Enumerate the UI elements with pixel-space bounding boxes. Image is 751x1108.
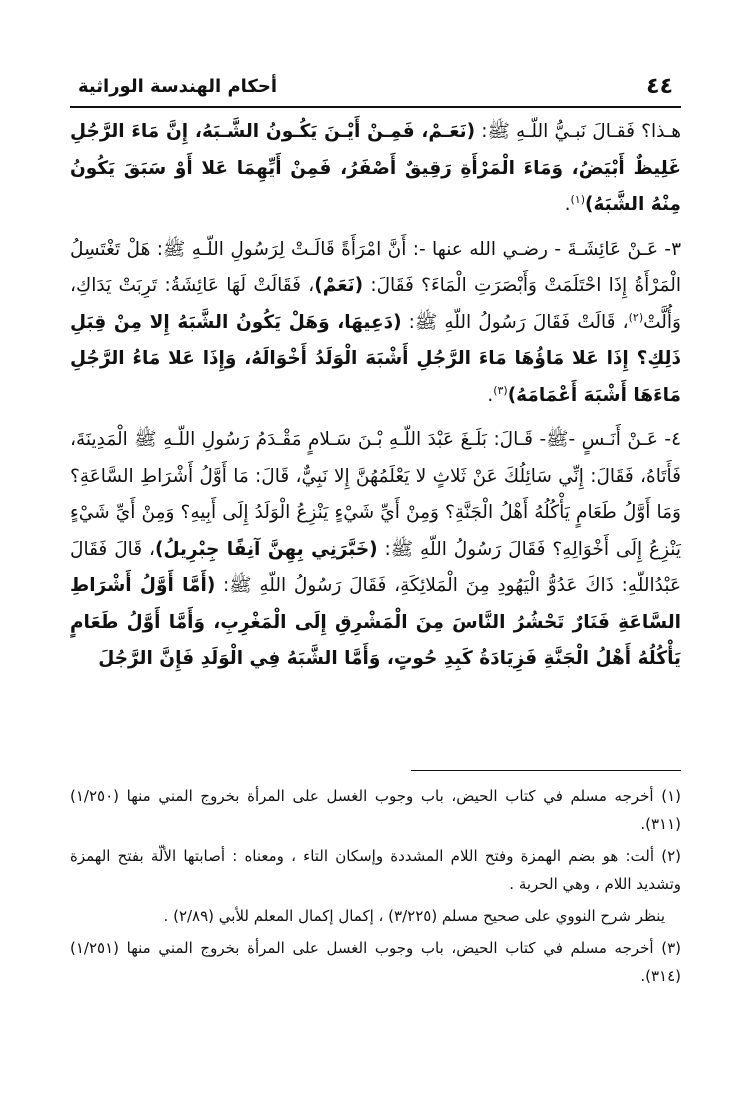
running-title: أحكام الهندسة الوراثية bbox=[78, 76, 278, 97]
hadith-quote: (نَعَمْ) bbox=[314, 275, 364, 296]
hadith-quote: (دَعِيهَا، وَهَلْ يَكُونُ الشَّبَهُ إِلا مِنْ قِبَلِ ذَلِكِ؟ إِذَا عَلا مَاؤُهَا مَاءَ الرَّجُلِ أَشْبَهَ الْوَلَدُ أَخْوَالَهُ، وَإِذَا عَلا مَاءُ الرَّجُلِ مَاءَهَا أَشْبَهَ أَعْمَامَهُ) bbox=[70, 311, 681, 406]
footnote-ref-2: (٢) bbox=[628, 310, 644, 324]
paragraph-1 bbox=[70, 114, 681, 224]
footnotes bbox=[70, 782, 681, 994]
hadith-quote: (خَبَّرَنِي بِهِنَّ آنِفًا جِبْرِيلُ) bbox=[155, 538, 378, 560]
text-run: ، فَقَالَتْ لَهَا عَائِشَةُ: تَرِبَتْ يَدَاكِ، وَأُلَّتْ bbox=[70, 275, 681, 333]
text-run: ٤- عَـنْ أَنَـسٍ -ﷺ- قَـالَ: بَلَـغَ عَبْدَ اللّـهِ بْـنَ سَـلامٍ مَقْـدَمُ رَسُولِ اللّـهِ ﷺ الْمَدِينَةَ، فَأَتَاهُ، فَقَالَ: إِنِّي سَائِلُكَ عَنْ ثَلاثٍ لا يَعْلَمُهُنَّ إِلا نَبِيٌّ، قَالَ: مَا أَوَّلُ أَشْرَاطِ السَّاعَةِ؟ وَمَا أَوَّلُ طَعَامٍ يَأْكُلُهُ أَهْلُ الْجَنَّةِ؟ وَمِنْ أَيِّ شَيْءٍ يَنْزِعُ الْوَلَدُ إِلَى أَبِيهِ؟ وَمِنْ أَيِّ شَيْءٍ يَنْزِعُ إِلَى أَخْوَالِهِ؟ فَقَالَ رَسُولُ اللّهِ ﷺ: bbox=[70, 429, 682, 560]
text-run: . bbox=[487, 384, 494, 406]
text-run: ، قَالَتْ فَقَالَ رَسُولُ اللّهِ ﷺ: bbox=[401, 311, 629, 333]
text-run: ، قَالَ فَقَالَ عَبْدُاللّهِ: ذَاكَ عَدُوُّ الْيَهُودِ مِنَ الْمَلائِكَةِ، فَقَالَ رَسُولُ اللّهِ ﷺ: bbox=[70, 538, 681, 596]
page-header bbox=[78, 74, 673, 104]
footnote-3: (٣) أخرجه مسلم في كتاب الحيض، باب وجوب الغسل على المرأة بخروج المني منها (١/٢٥١) (٣١٤). bbox=[70, 939, 681, 985]
text-run: ٣- عَـنْ عَائِشَـةَ - رضـي الله عنها -: أَنَّ امْرَأَةً قَالَـتْ لِرَسُولِ اللّـهِ ﷺ: هَلْ تَغْتَسِلُ الْمَرْأَةُ إِذَا احْتَلَمَتْ وَأَبْصَرَتِ الْمَاءَ؟ فَقَالَ: bbox=[70, 238, 681, 296]
page-number: ٤٤ bbox=[646, 74, 673, 99]
hadith-quote: (أَمَّا أَوَّلُ أَشْرَاطِ السَّاعَةِ فَنَارٌ تَحْشُرُ النَّاسَ مِنَ الْمَشْرِقِ إِلَى الْمَغْرِبِ، وَأَمَّا أَوَّلُ طَعَامٍ يَأْكُلُهُ أَهْلُ الْجَنَّةِ فَزِيَادَةُ كَبِدِ حُوتٍ، وَأَمَّا الشَّبَهُ فِي الْوَلَدِ فَإِنَّ الرَّجُلَ bbox=[70, 575, 681, 669]
footnote-2-reference: ينظر شرح النووي على صحيح مسلم (٣/٢٢٥) ، إكمال إكمال المعلم للأبي (٢/٨٩) . bbox=[163, 907, 665, 925]
hadith-quote: (نَعَـمْ، فَمِـنْ أَيْـنَ يَكُـونُ الشَّـبَهُ، إِنَّ مَاءَ الرَّجُلِ غَلِيظٌ أَبْيَضُ، وَمَاءَ الْمَرْأَةِ رَقِيقٌ أَصْفَرُ، فَمِنْ أَيِّهِمَا عَلا أَوْ سَبَقَ يَكُونُ مِنْهُ الشَّبَهُ) bbox=[70, 121, 681, 215]
header-divider bbox=[70, 106, 681, 108]
paragraph-3 bbox=[70, 422, 681, 678]
text-run: . bbox=[564, 194, 571, 215]
paragraph-2 bbox=[70, 232, 681, 415]
text-run: هـذا؟ فَقـالَ نَبـيُّ اللّـهِ ﷺ: bbox=[475, 121, 681, 142]
main-text bbox=[70, 114, 681, 678]
footnote-2: (٢) ألت: هو بضم الهمزة وفتح اللام المشددة وإسكان التاء ، ومعناه : أصابتها الألّة بفتح الهمزة وتشديد اللام ، وهي الحربة . bbox=[70, 847, 681, 893]
footnote-divider bbox=[411, 770, 681, 771]
footnote-ref-3: (٣) bbox=[493, 383, 508, 397]
footnote-1: (١) أخرجه مسلم في كتاب الحيض، باب وجوب الغسل على المرأة بخروج المني منها (١/٢٥٠) (٣١١). bbox=[70, 787, 681, 833]
footnote-ref-1: (١) bbox=[570, 192, 585, 206]
